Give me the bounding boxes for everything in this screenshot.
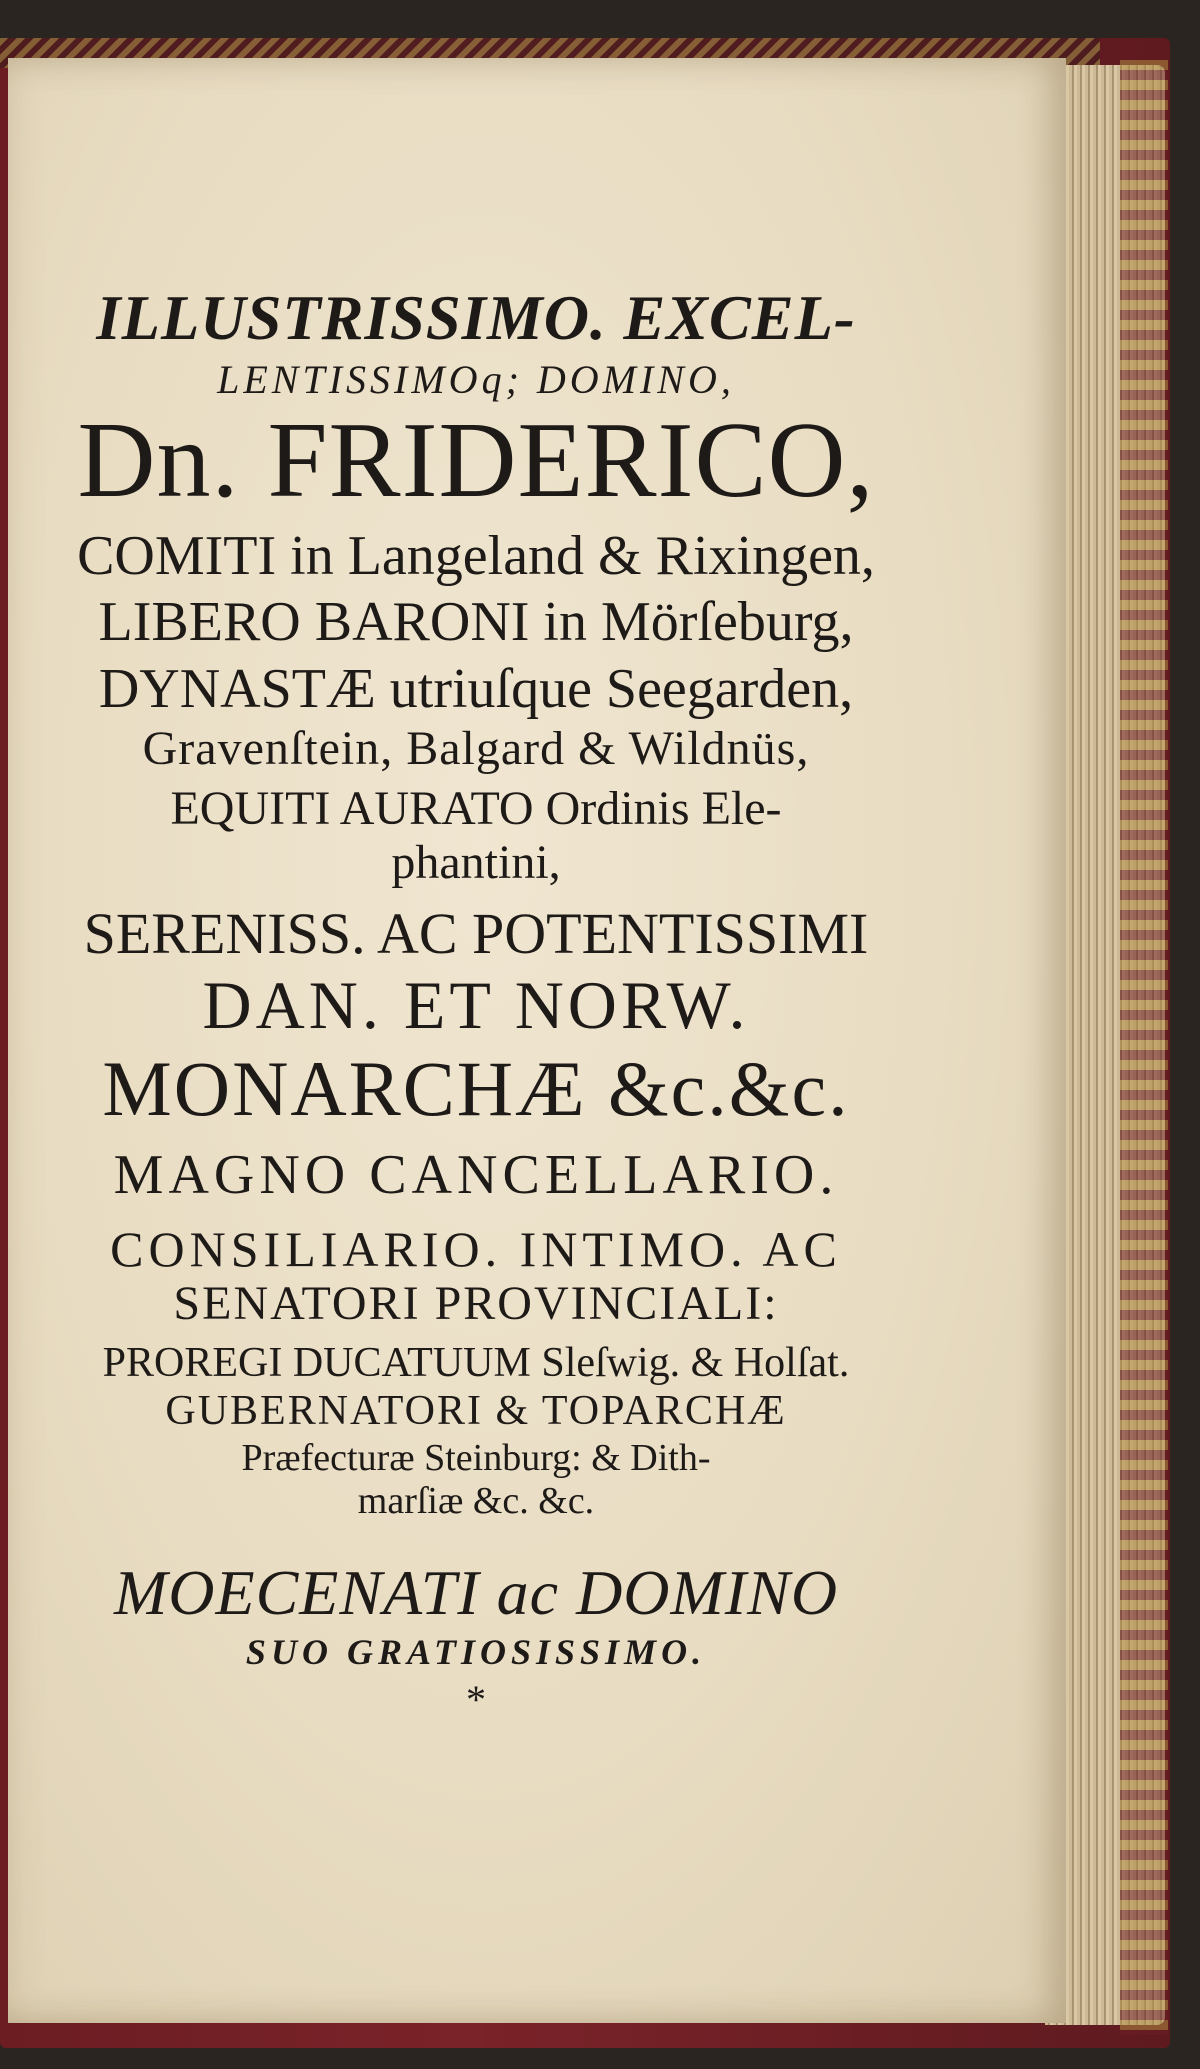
dedication-line-6: DYNASTÆ utriuſque Seegarden, — [98, 657, 854, 720]
dedication-line-17: GUBERNATORI & TOPARCHÆ — [165, 1387, 787, 1434]
dedication-line-18: Præfecturæ Steinburg: & Dith- — [241, 1437, 711, 1480]
dedication-name-heading: Dn. FRIDERICO, — [77, 401, 875, 521]
dedication-line-16: PROREGI DUCATUUM Sleſwig. & Holſat. — [102, 1340, 850, 1387]
dedication-line-4: COMITI in Langeland & Rixingen, — [77, 524, 875, 587]
dedication-line-5: LIBERO BARONI in Mörſeburg, — [98, 591, 854, 654]
dedication-line-11: DAN. ET NORW. — [202, 967, 750, 1044]
dedication-text — [26, 283, 926, 1721]
dedication-line-8: EQUITI AURATO Ordinis Ele- — [170, 782, 782, 836]
dedication-line-13: MAGNO CANCELLARIO. — [113, 1144, 839, 1207]
dedication-line-20: MOECENATI ac DOMINO — [113, 1557, 839, 1629]
dedication-line-15: SENATORI PROVINCIALI: — [173, 1276, 779, 1330]
dedication-line-21: SUO GRATIOSISSIMO. — [245, 1632, 707, 1673]
dedication-line-2: LENTISSIMOq; DOMINO, — [217, 357, 735, 403]
dedication-line-19: marſiæ &c. &c. — [357, 1480, 595, 1523]
dedication-line-12: MONARCHÆ &c.&c. — [102, 1044, 850, 1132]
dedication-line-14: CONSILIARIO. INTIMO. AC — [110, 1220, 842, 1277]
cover-side-ornament — [1120, 60, 1168, 2035]
dedication-line-10: SERENISS. AC POTENTISSIMI — [83, 900, 869, 966]
dedication-line-7: Gravenſtein, Balgard & Wildnüs, — [142, 722, 810, 776]
dedication-line-1: ILLUSTRISSIMO. EXCEL- — [96, 282, 856, 353]
dedication-line-9: phantini, — [391, 835, 561, 889]
asterisk-ornament: * — [466, 1677, 486, 1723]
book-page — [8, 58, 1066, 2023]
